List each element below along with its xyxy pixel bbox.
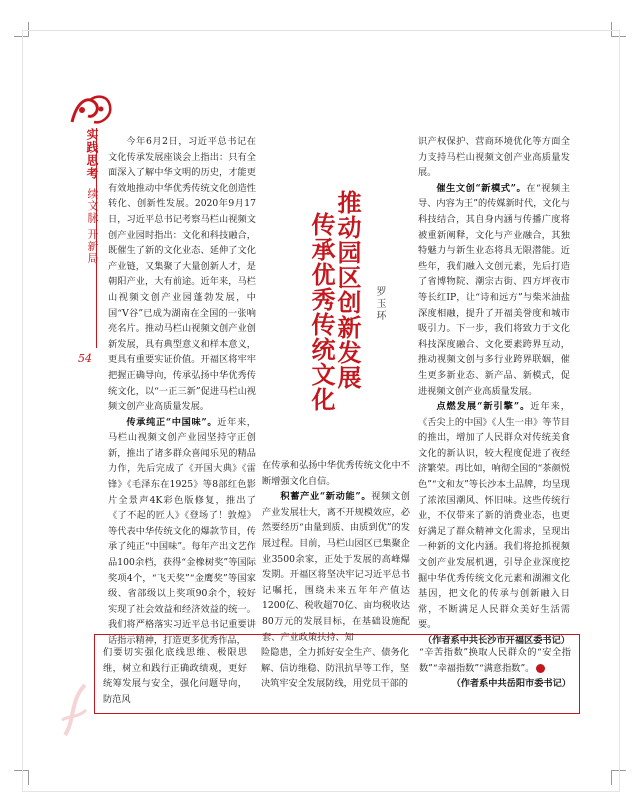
paragraph: 今年6月2日，习近平总书记在文化传承发展座谈会上指出：只有全面深入了解中华文明的历史，才能更有效地推动中华优秀传统文化创造性转化、创新性发展。2020年9月17日，习近平总书记考察马栏山视频文创产业园时指出：文化和科技融合，既催生了新的文化业态、延伸了文化产业链，又集聚了大量创新人才，是朝阳产业，大有前途。近年来，马栏山视频文创产业园蓬勃发展，中国“V谷”已成为湖南在全国的一张响亮名片。推动马栏山视频文创产业创新发展，具有典型意义和样本意义，更具有重要实证价值。开福区将牢牢把握正确导向，传承弘扬中华优秀传统文化，以“一正三新”促进马栏山视频文创产业高质量发展。 (108, 136, 256, 413)
end-mark-icon (536, 664, 545, 673)
text-column-1 (108, 134, 256, 649)
section-lead: 催生文创“新模式”。 (436, 182, 527, 194)
headline-line-1: 推动园区创新发展 (333, 190, 361, 390)
section-lead: 点燃发展“新引擎”。 (436, 401, 531, 413)
section-lead: 传承纯正“中国味”。 (126, 416, 218, 428)
box-text: “辛苦指数”换取人民群众的“安全指数”“幸福指数”“满意指数”。 (419, 647, 571, 674)
paragraph: 点燃发展“新引擎”。近年来，《舌尖上的中国》《人生一串》等节目的推出，增加了人民群众对传统美食文化的新认识，较大程度促进了夜经济繁荣。再比如，响彻全国的“茶颜悦色”“文和友”等长沙本土品牌，均呈现了浓浓国潮风、怀旧味。这些传统行业，不仅带来了新的消费业态，也更好满足了群众精神文化需求，呈现出一种新的文化内涵。我们将抢抓视频文创产业发展机遇，引导企业深度挖掘中华优秀传统文化元素和湖湘文化基因，把文化的传承与创新融入日常，不断满足人民群众美好生活需要。 (418, 401, 570, 631)
box-signature: （作者系中共岳阳市委书记） (451, 678, 571, 690)
decorative-brush-icon (60, 680, 90, 740)
column-tag (84, 128, 104, 265)
column-name: 实践思考 (85, 128, 99, 180)
paragraph: 催生文创“新模式”。在“视频主导、内容为王”的传媒新时代，文化与科技结合，其自身内涵与传播广度将被重新阐释，文化与产业融合，其独特魅力与新生业态将具无限潜能。近些年，我们融入文创元素，先后打造了省博物院、潮宗古街、四方坪夜市等长红IP，让“诗和远方”与柴米油盐深度相融，提升了开福美誉度和城市吸引力。下一步，我们将致力于文化科技深度融合、文化要素跨界互动，推动视频文创与多行业跨界联姻，催生更多新业态、新产品、新模式，促进视频文创产业高质量发展。 (418, 182, 570, 397)
author-name: 罗玉环 (374, 286, 385, 322)
paragraph: 在传承和弘扬中华优秀传统文化中不断增强文化自信。 (262, 460, 410, 487)
paragraph: 识产权保护、营商环境优化等方面全力支持马栏山视频文创产业高质量发展。 (418, 136, 570, 179)
paragraph: 传承纯正“中国味”。近年来，马栏山视频文创产业园坚持守正创新，推出了诸多群众喜闻乐见的精品力作，先后完成了《开国大典》《雷锋》《毛泽东在1925》等8部红色影片全景声4K彩色版修复，推出了《了不起的匠人》《登场了！敦煌》等代表中华传统文化的爆款节目，传承了纯正“中国味”。每年产出文艺作品100余档，获得“金橡树奖”等国际奖项4个，“飞天奖”“金鹰奖”等国家级、省部级以上奖项90余个，较好实现了社会效益和经济效益的统一。我们将严格落实习近平总书记重要讲话指示精神，打造更多优秀作品， (108, 416, 256, 646)
magazine-logo (68, 92, 114, 130)
page-number: 54 (78, 352, 92, 365)
text-column-3 (418, 134, 570, 649)
paragraph: 积蓄产业“新动能”。视频文创产业发展壮大，离不开规模效应，必然要经历“由量到质、由质到优”的发展过程。目前，马栏山园区已集聚企业3500余家，正处于发展的高峰爆发期。开福区将坚决牢记习近平总书记嘱托，围绕未来五年年产值达1200亿、税收超70亿、亩均税收达80万元的发展目标，在基础设施配套、产业政策扶持、知 (262, 491, 410, 643)
section-lead: 积蓄产业“新动能”。 (280, 491, 372, 503)
text-column-2 (262, 458, 410, 645)
box-column-3 (419, 645, 571, 692)
box-column-2: 险隐患，全力抓好安全生产、债务化解、信访维稳、防汛抗旱等工作，坚决筑牢安全发展防线，用党员干部的 (261, 647, 409, 690)
column-subtitle: 续文脉 开新局 (86, 188, 99, 265)
article-headline (308, 190, 360, 420)
author-signature: （作者系中共长沙市开福区委书记） (423, 635, 570, 646)
box-column-1: 们要切实强化底线思维、极限思维，树立和践行正确政绩观，更好统筹发展与安全，强化问题导向，防范风 (103, 647, 247, 705)
continued-article-box (94, 634, 580, 714)
headline-line-2: 传承优秀传统文化 (307, 212, 335, 412)
